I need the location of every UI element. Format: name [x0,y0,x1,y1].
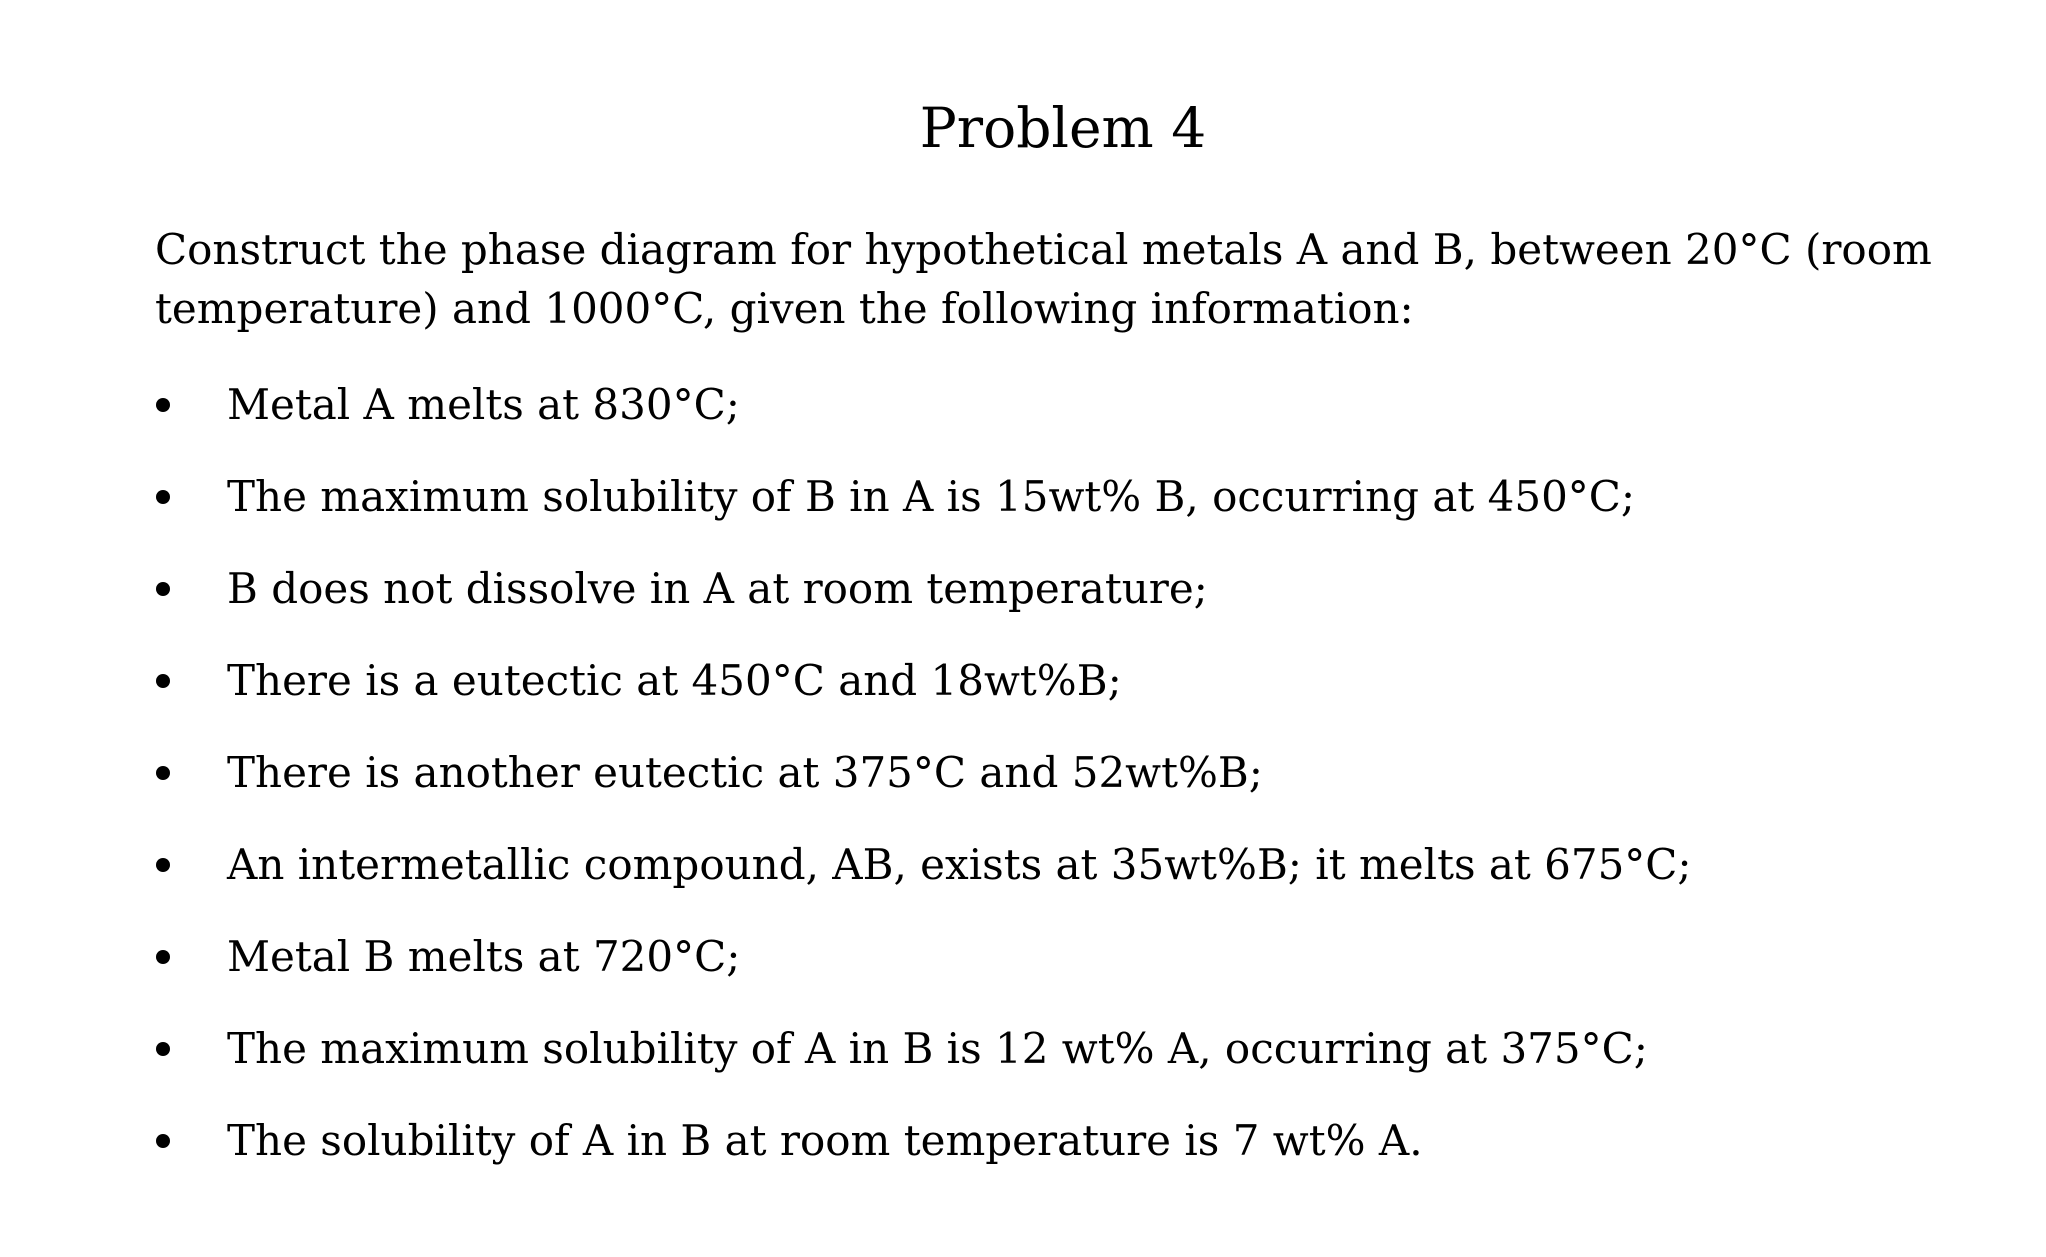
bullet-icon [156,1134,170,1148]
list-item-second-eutectic [0,738,2046,830]
list-item-text: There is a eutectic at 450°C and 18wt%B; [227,656,1122,705]
bullet-icon [156,766,170,780]
bullet-icon [156,858,170,872]
given-information-list [0,370,2046,1198]
list-item-text: Metal A melts at 830°C; [227,380,740,429]
list-item-room-temp-solubility-b-in-a [0,554,2046,646]
problem-intro: Construct the phase diagram for hypothetical metals A and B, between 20°C (room temperature) and 1000°C, given the following information: [155,225,1932,333]
list-item-melting-point-b [0,922,2046,1014]
bullet-icon [156,950,170,964]
list-item-text: B does not dissolve in A at room temperature; [227,564,1208,613]
list-item-text: An intermetallic compound, AB, exists at 35wt%B; it melts at 675°C; [227,840,1692,889]
bullet-icon [156,490,170,504]
bullet-icon [156,1042,170,1056]
bullet-icon [156,398,170,412]
list-item-intermetallic-compound [0,830,2046,922]
list-item-melting-point-a [0,370,2046,462]
list-item-max-solubility-a-in-b [0,1014,2046,1106]
list-item-first-eutectic [0,646,2046,738]
page-title: Problem 4 [919,96,1207,160]
list-item-max-solubility-b-in-a [0,462,2046,554]
list-item-text: The maximum solubility of B in A is 15wt% B, occurring at 450°C; [227,472,1636,521]
list-item-room-temp-solubility-a-in-b [0,1106,2046,1198]
list-item-text: The maximum solubility of A in B is 12 wt% A, occurring at 375°C; [227,1024,1648,1073]
bullet-icon [156,582,170,596]
list-item-text: The solubility of A in B at room temperature is 7 wt% A. [227,1116,1423,1165]
list-item-text: Metal B melts at 720°C; [227,932,741,981]
bullet-icon [156,674,170,688]
list-item-text: There is another eutectic at 375°C and 52wt%B; [227,748,1263,797]
